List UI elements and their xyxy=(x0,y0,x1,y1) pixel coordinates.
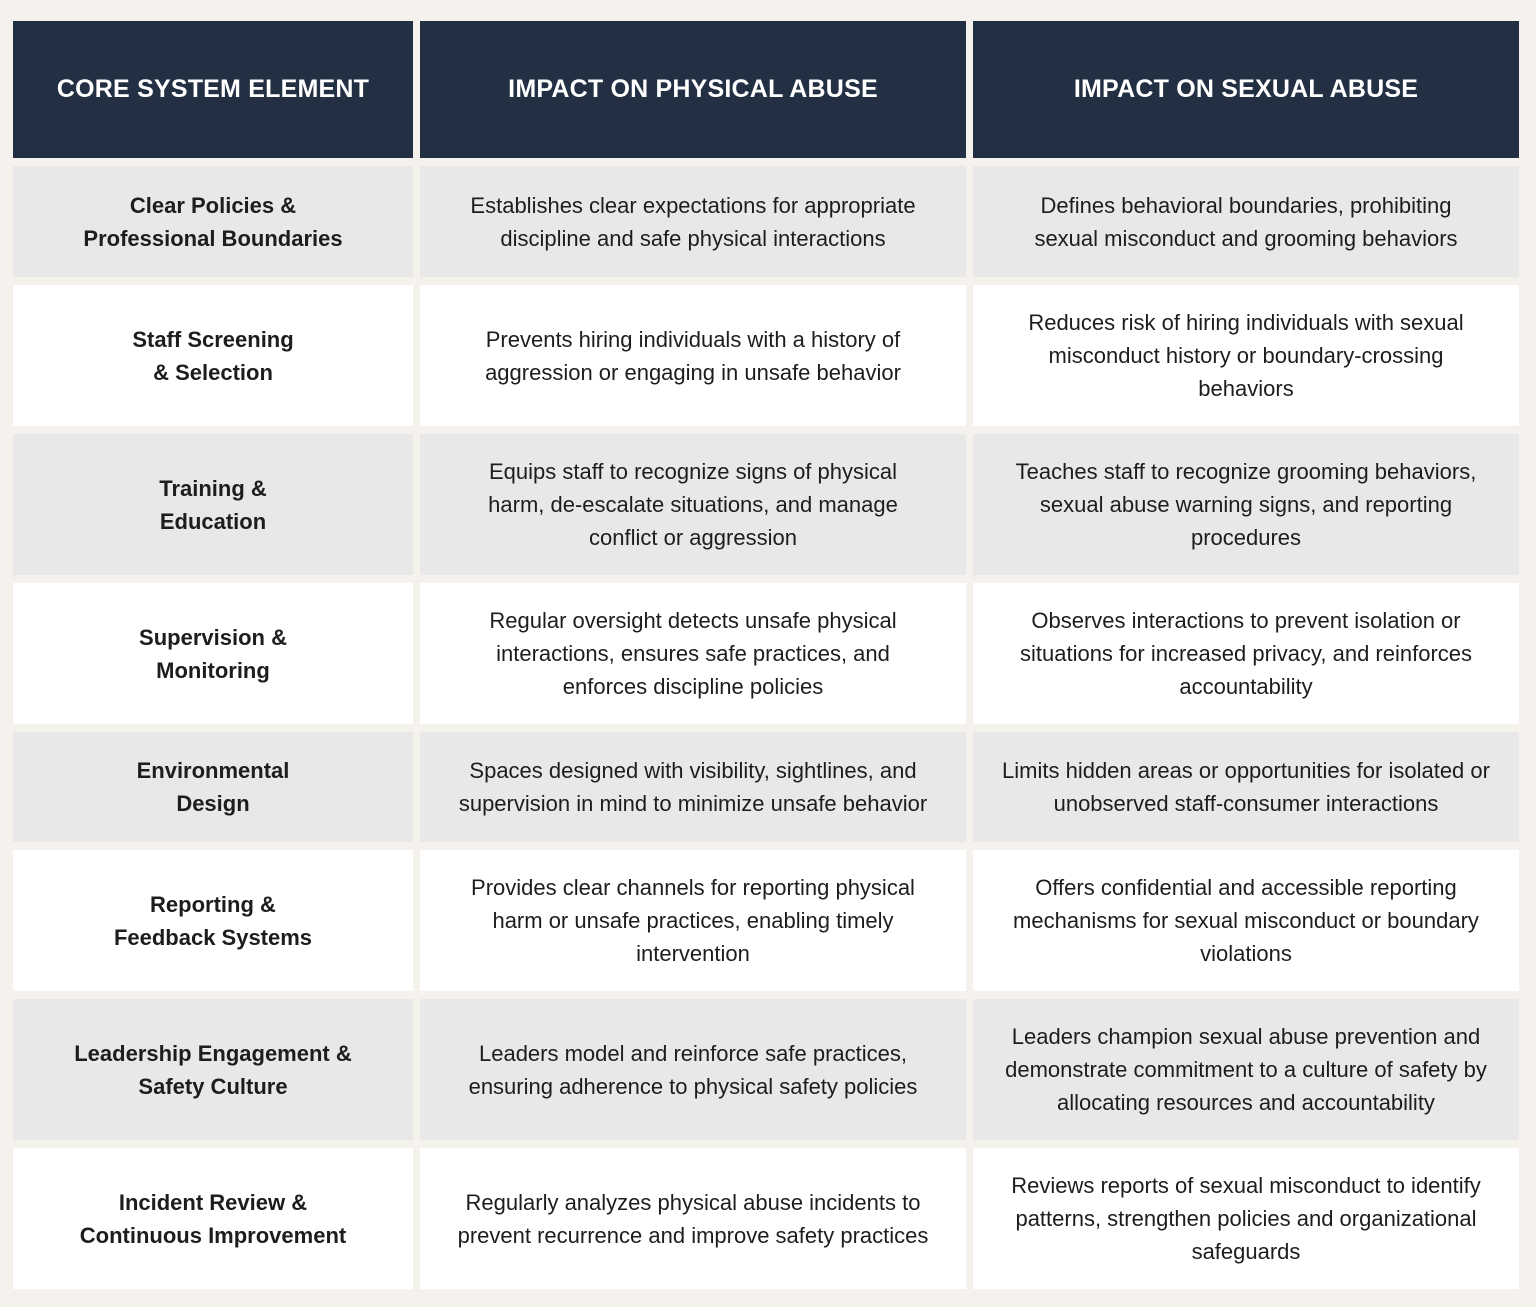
row-physical-impact: Regular oversight detects unsafe physical interactions, ensures safe practices, and enforces discipline policies xyxy=(420,583,966,724)
row-sexual-impact: Reviews reports of sexual misconduct to identify patterns, strengthen policies and organizational safeguards xyxy=(973,1148,1519,1289)
row-element-label: Incident Review & Continuous Improvement xyxy=(13,1148,413,1289)
row-element-label: Staff Screening & Selection xyxy=(13,285,413,426)
row-element-label: Clear Policies & Professional Boundaries xyxy=(13,166,413,277)
row-element-label: Reporting & Feedback Systems xyxy=(13,850,413,991)
row-sexual-impact: Limits hidden areas or opportunities for isolated or unobserved staff-consumer interactions xyxy=(973,732,1519,842)
row-sexual-impact: Reduces risk of hiring individuals with sexual misconduct history or boundary-crossing behaviors xyxy=(973,285,1519,426)
row-physical-impact: Establishes clear expectations for appropriate discipline and safe physical interactions xyxy=(420,166,966,277)
row-sexual-impact: Teaches staff to recognize grooming behaviors, sexual abuse warning signs, and reporting procedures xyxy=(973,434,1519,575)
row-physical-impact: Equips staff to recognize signs of physical harm, de-escalate situations, and manage conflict or aggression xyxy=(420,434,966,575)
header-physical-abuse: IMPACT ON PHYSICAL ABUSE xyxy=(420,21,966,158)
row-element-label: Supervision & Monitoring xyxy=(13,583,413,724)
row-physical-impact: Provides clear channels for reporting physical harm or unsafe practices, enabling timely intervention xyxy=(420,850,966,991)
row-physical-impact: Regularly analyzes physical abuse incidents to prevent recurrence and improve safety practices xyxy=(420,1148,966,1289)
row-physical-impact: Spaces designed with visibility, sightlines, and supervision in mind to minimize unsafe behavior xyxy=(420,732,966,842)
header-sexual-abuse: IMPACT ON SEXUAL ABUSE xyxy=(973,21,1519,158)
row-sexual-impact: Observes interactions to prevent isolation or situations for increased privacy, and reinforces accountability xyxy=(973,583,1519,724)
row-physical-impact: Leaders model and reinforce safe practices, ensuring adherence to physical safety policies xyxy=(420,999,966,1140)
comparison-table xyxy=(13,21,1519,1289)
row-sexual-impact: Leaders champion sexual abuse prevention and demonstrate commitment to a culture of safety by allocating resources and accountability xyxy=(973,999,1519,1140)
row-physical-impact: Prevents hiring individuals with a history of aggression or engaging in unsafe behavior xyxy=(420,285,966,426)
header-core-system-element: CORE SYSTEM ELEMENT xyxy=(13,21,413,158)
row-sexual-impact: Offers confidential and accessible reporting mechanisms for sexual misconduct or boundary violations xyxy=(973,850,1519,991)
row-element-label: Training & Education xyxy=(13,434,413,575)
row-element-label: Environmental Design xyxy=(13,732,413,842)
row-element-label: Leadership Engagement & Safety Culture xyxy=(13,999,413,1140)
row-sexual-impact: Defines behavioral boundaries, prohibiting sexual misconduct and grooming behaviors xyxy=(973,166,1519,277)
